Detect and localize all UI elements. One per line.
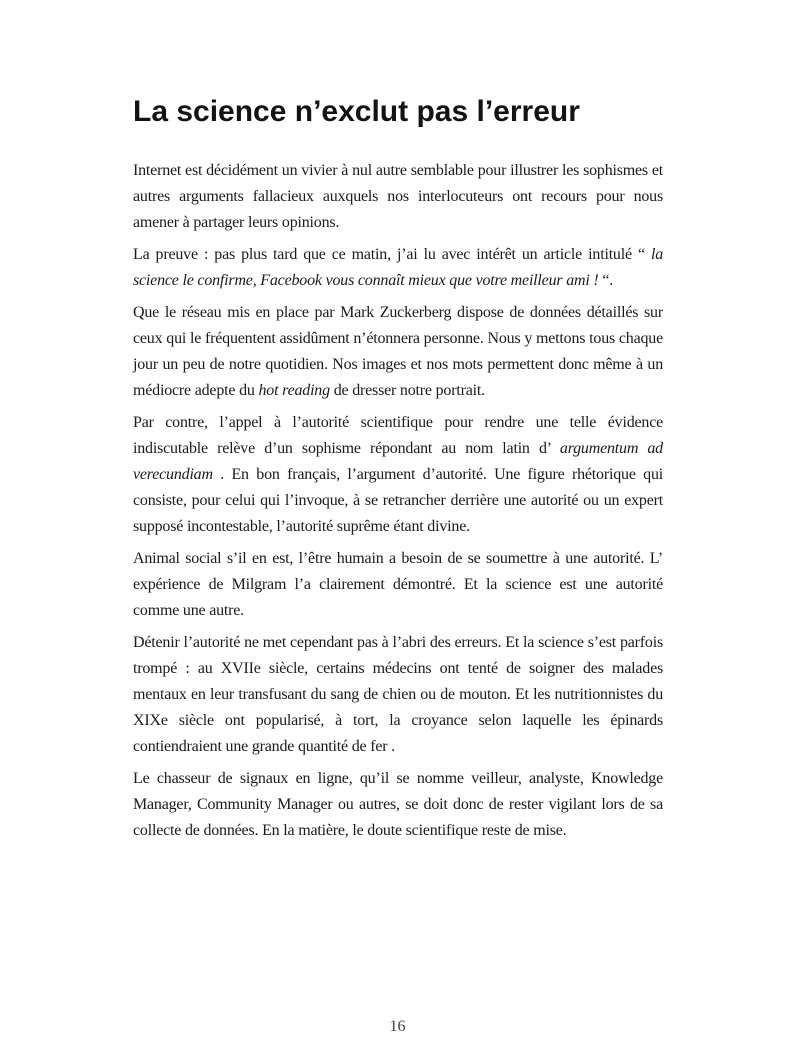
page-number: 16 — [389, 1018, 406, 1035]
page-title: La science n’exclut pas l’erreur — [133, 95, 580, 128]
paragraph-par-contre: Par contre, l’appel à l’autorité scientifique pour rendre une telle évidence indiscutable relève d’un sophisme répondant au nom latin d’ argumentum ad verecundiam . En bon français, l’argument d’autorité. Une figure rhétorique qui consiste, pour celui qui l’invoque, à se retrancher derrière une autorité ou un expert supposé incontestable, l’autorité suprême étant divine. — [133, 414, 663, 535]
paragraph-animal-social: Animal social s’il en est, l’être humain a besoin de se soumettre à une autorité. L’ expérience de Milgram l’a clairement démontré. Et la science est une autorité comme une autre. — [133, 550, 663, 619]
paragraph-chasseur: Le chasseur de signaux en ligne, qu’il se nomme veilleur, analyste, Knowledge Manager, Community Manager ou autres, se doit donc de rester vigilant lors de sa collecte de données. En la matière, le doute scientifique reste de mise. — [133, 770, 663, 839]
paragraph-detenir: Détenir l’autorité ne met cependant pas à l’abri des erreurs. Et la science s’est parfois trompé : au XVIIe siècle, certains médecins ont tenté de soigner des malades mentaux en leur transfusant du sang de chien ou de mouton. Et les nutritionnistes du XIXe siècle ont popularisé, à tort, la croyance selon laquelle les épinards contiendraient une grande quantité de fer . — [133, 634, 663, 755]
paragraph-internet: Internet est décidément un vivier à nul autre semblable pour illustrer les sophismes et autres arguments fallacieux auxquels nos interlocuteurs ont recours pour nous amener à partager leurs opinions. — [133, 162, 663, 231]
paragraph-la-preuve: La preuve : pas plus tard que ce matin, j’ai lu avec intérêt un article intitulé “ la science le confirme, Facebook vous connaît mieux que votre meilleur ami ! “. — [133, 246, 663, 289]
paragraph-reseau: Que le réseau mis en place par Mark Zuckerberg dispose de données détaillés sur ceux qui le fréquentent assidûment n’étonnera personne. Nous y mettons tous chaque jour un peu de notre quotidien. Nos images et nos mots permettent donc même à un médiocre adepte du hot reading de dresser notre portrait. — [133, 304, 663, 399]
article-body — [133, 158, 663, 844]
